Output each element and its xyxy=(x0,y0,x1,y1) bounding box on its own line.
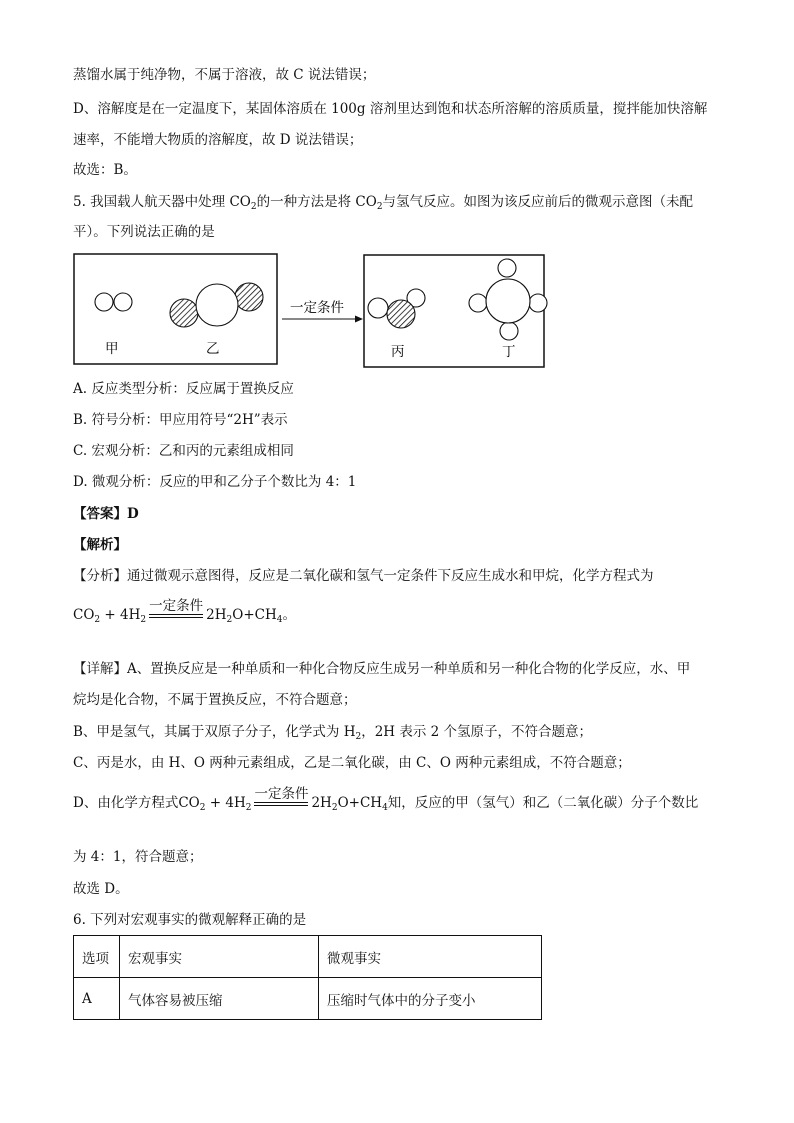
question-5-stem-cont: 平）。下列说法正确的是 xyxy=(73,224,215,240)
table-header-cell: 微观事实 xyxy=(319,936,542,978)
table-row xyxy=(74,978,542,1020)
label-bing: 丙 xyxy=(391,344,405,360)
detail-d-cont: 为 4：1，符合题意； xyxy=(73,849,203,865)
h-atom xyxy=(95,293,113,311)
option-a: A. 反应类型分析：反应属于置换反应 xyxy=(73,381,294,397)
h-atom xyxy=(114,293,132,311)
analysis-text: 【分析】通过微观示意图得，反应是二氧化碳和氢气一定条件下反应生成水和甲烷，化学方程式为 xyxy=(73,568,654,584)
final-answer: 故选 D。 xyxy=(73,881,129,897)
table-cell: 气体容易被压缩 xyxy=(120,978,319,1020)
o-atom xyxy=(387,300,415,328)
detail-a: 【详解】A、置换反应是一种单质和一种化合物反应生成另一种单质和另一种化合物的化学反应，水、甲 xyxy=(73,661,691,677)
condition-over-equals: 一定条件 xyxy=(146,598,206,623)
c-atom xyxy=(196,284,238,326)
option-b: B. 符号分析：甲应用符号“2H”表示 xyxy=(73,412,288,428)
text-line: 蒸馏水属于纯净物，不属于溶液，故 C 说法错误； xyxy=(73,67,376,83)
label-yi: 乙 xyxy=(206,341,220,357)
text-line: 故选：B。 xyxy=(73,162,137,178)
h-atom xyxy=(469,294,487,312)
arrow-head xyxy=(355,316,363,323)
condition-over-equals: 一定条件 xyxy=(251,786,311,811)
h-atom xyxy=(529,294,547,312)
text-line: 速率，不能增大物质的溶解度，故 D 说法错误； xyxy=(73,132,363,148)
label-jia: 甲 xyxy=(105,341,119,357)
table-cell: A xyxy=(74,978,120,1020)
chemical-equation: $CO_2 + 4H_2$ 一定条件 $2H_2O+CH_4$。 xyxy=(73,598,296,625)
option-c: C. 宏观分析：乙和丙的元素组成相同 xyxy=(73,443,294,459)
table-header-row xyxy=(74,936,542,978)
option-d: D. 微观分析：反应的甲和乙分子个数比为 4：1 xyxy=(73,474,357,490)
detail-d: D、由化学方程式$CO_2 + 4H_2$ 一定条件 $2H_2O+CH_4$知，反应的甲（氢气）和乙（二氧化碳）分子个数比 xyxy=(73,786,699,813)
o-atom xyxy=(170,299,198,327)
h-atom xyxy=(500,322,518,340)
c-atom xyxy=(486,279,530,323)
analysis-heading: 【解析】 xyxy=(73,537,127,553)
arrow-condition-label: 一定条件 xyxy=(290,300,344,316)
table-cell: 压缩时气体中的分子变小 xyxy=(319,978,542,1020)
answer-label: 【答案】D xyxy=(73,506,139,522)
o-atom xyxy=(235,283,263,311)
table-header-cell: 宏观事实 xyxy=(120,936,319,978)
options-table xyxy=(73,935,542,1020)
text-line: D、溶解度是在一定温度下，某固体溶质在 100g 溶剂里达到饱和状态所溶解的溶质质量，搅拌能加快溶解 xyxy=(73,101,708,117)
reaction-diagram xyxy=(72,252,552,372)
detail-a-cont: 烷均是化合物，不属于置换反应，不符合题意； xyxy=(73,692,357,708)
detail-c: C、丙是水，由 H、O 两种元素组成，乙是二氧化碳，由 C、O 两种元素组成，不符合题意； xyxy=(73,755,631,771)
question-5-stem: 5. 我国载人航天器中处理 $CO_2$的一种方法是将 $CO_2$与氢气反应。如图为该反应前后的微观示意图（未配 xyxy=(73,194,694,212)
question-6-stem: 6. 下列对宏观事实的微观解释正确的是 xyxy=(73,912,307,928)
h-atom xyxy=(368,298,388,318)
label-ding: 丁 xyxy=(502,344,516,360)
h-atom xyxy=(498,259,516,277)
table-header-cell: 选项 xyxy=(74,936,120,978)
detail-b: B、甲是氢气，其属于双原子分子，化学式为 $H_2$，2H 表示 2 个氢原子，不符合题意； xyxy=(73,724,593,742)
